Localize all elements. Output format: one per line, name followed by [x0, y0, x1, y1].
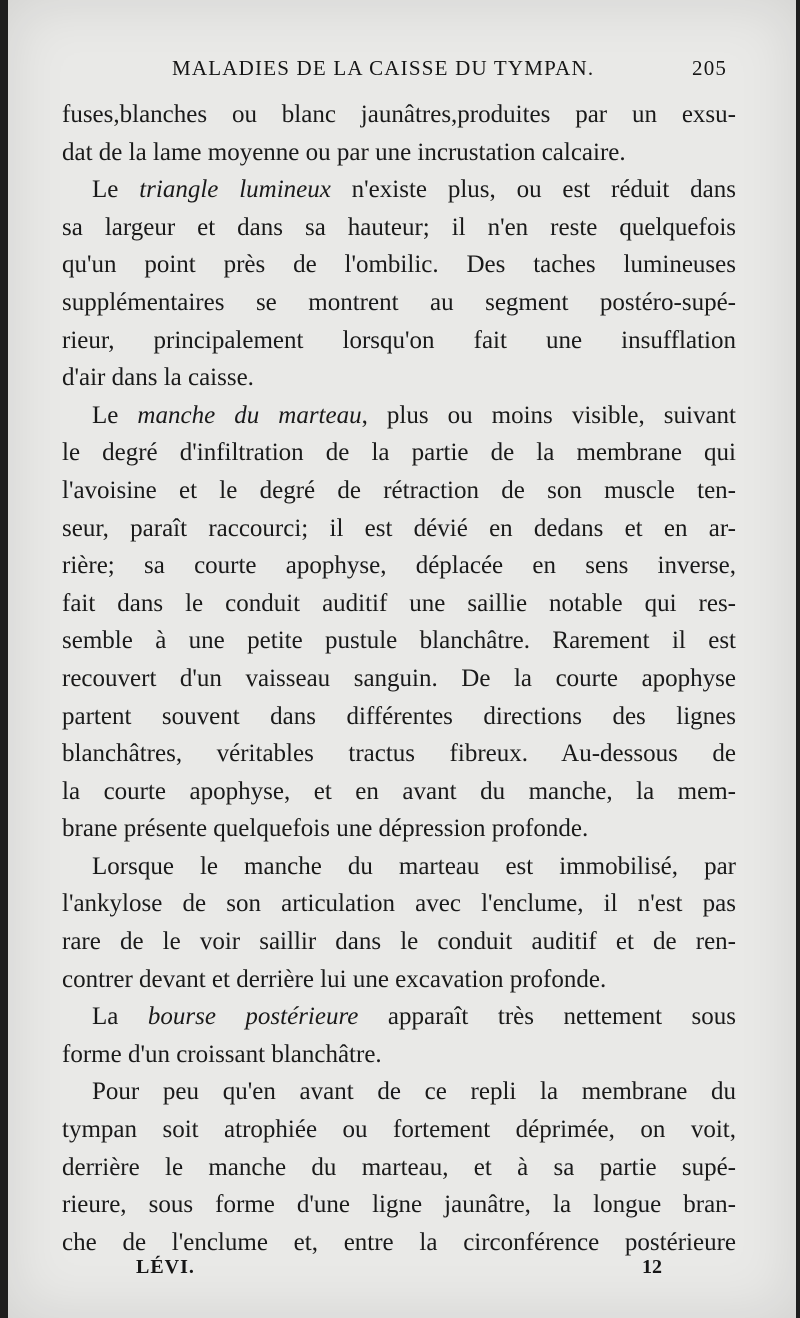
text-line: tympan soit atrophiée ou fortement déprimée, on voit, [62, 1116, 736, 1144]
italic-term: manche du marteau [137, 401, 362, 429]
text-line: le degré d'infiltration de la partie de la membrane qui [62, 439, 736, 467]
text-line: fait dans le conduit auditif une saillie notable qui res- [62, 589, 736, 617]
text-line: semble à une petite pustule blanchâtre. Rarement il est [62, 627, 736, 655]
text-line: l'ankylose de son articulation avec l'enclume, il n'est pas [62, 890, 736, 918]
text-line: rière; sa courte apophyse, déplacée en sens inverse, [62, 552, 736, 580]
italic-term: bourse postérieure [147, 1003, 359, 1031]
page-footer [8, 1256, 796, 1286]
text-run: La [92, 1003, 148, 1031]
signature-number: 12 [642, 1256, 662, 1278]
text-line: rare de le voir saillir dans le conduit auditif et de ren- [62, 928, 736, 956]
text-line: recouvert d'un vaisseau sanguin. De la courte apophyse [62, 664, 736, 692]
text-line: d'air dans la caisse. [62, 364, 254, 392]
book-page [8, 0, 796, 1318]
text-line: seur, paraît raccourci; il est dévié en dedans et en ar- [62, 514, 736, 542]
text-line: supplémentaires se montrent au segment postéro-supé- [62, 288, 736, 316]
running-title: MALADIES DE LA CAISSE DU TYMPAN. [172, 56, 595, 80]
text-line: Pour peu qu'en avant de ce repli la membrane du [92, 1078, 736, 1106]
page-number: 205 [692, 56, 728, 80]
text-line: sa largeur et dans sa hauteur; il n'en reste quelquefois [62, 213, 736, 241]
text-line: che de l'enclume et, entre la circonférence postérieure [62, 1228, 736, 1256]
text-line: la courte apophyse, et en avant du manche, la mem- [62, 777, 736, 805]
text-line: blanchâtres, véritables tractus fibreux. Au-dessous de [62, 740, 736, 768]
text-line: Lorsque le manche du marteau est immobilisé, par [92, 852, 736, 880]
printer-signature: LÉVI. [136, 1256, 195, 1278]
text-line [62, 397, 736, 435]
text-run: apparaît très nettement sous [358, 1003, 736, 1031]
italic-term: triangle lumineux [139, 176, 331, 204]
text-line: dat de la lame moyenne ou par une incrustation calcaire. [62, 138, 626, 166]
text-line: forme d'un croissant blanchâtre. [62, 1040, 382, 1068]
text-line: qu'un point près de l'ombilic. Des taches lumineuses [62, 251, 736, 279]
text-run: Le [92, 401, 138, 429]
text-line [62, 171, 736, 209]
text-line: contrer devant et derrière lui une excavation profonde. [62, 965, 607, 993]
text-line: rieure, sous forme d'une ligne jaunâtre, la longue bran- [62, 1191, 736, 1219]
text-line: fuses,blanches ou blanc jaunâtres,produites par un exsu- [62, 101, 736, 128]
text-run: Le [92, 176, 140, 204]
text-line: brane présente quelquefois une dépression profonde. [62, 815, 589, 843]
text-run: n'existe plus, ou est réduit dans [330, 176, 736, 204]
text-line: l'avoisine et le degré de rétraction de son muscle ten- [62, 476, 736, 504]
text-line: derrière le manche du marteau, et à sa partie supé- [62, 1153, 736, 1181]
text-line: partent souvent dans différentes directions des lignes [62, 702, 736, 730]
body-text [62, 96, 736, 1261]
page-header [8, 56, 796, 86]
text-run: , plus ou moins visible, suivant [361, 401, 736, 429]
text-line [62, 998, 736, 1036]
text-line: rieur, principalement lorsqu'on fait une insufflation [62, 326, 736, 354]
